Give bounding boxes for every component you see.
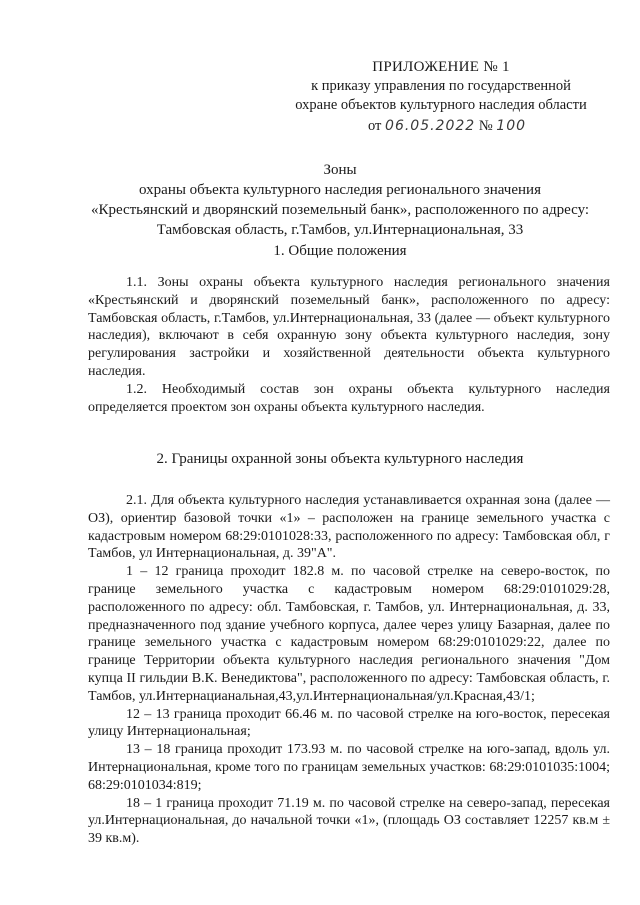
handwritten-number: 100: [496, 118, 527, 134]
paragraph-2-2: 1 – 12 граница проходит 182.8 м. по часовой стрелке на северо-восток, по границе земельного участка с кадастровым номером 68:29:0101029:28, расположенного по адресу: обл. Тамбовская, г. Тамбов, ул. Интернациональная, д. 33, предназначенного под здание учебного корпуса, далее через улицу Базарная, далее по границе земельного участка с кадастровым номером 68:29:0101029:22, далее по границе Территории объекта культурного наследия регионального значения "Дом купца II гильдии В.К. Венедиктова", расположенного по адресу: Тамбовская область, г. Тамбов, ул.Интернацианальная,43,ул.Интернациональная/ул.Красная,43/1;: [88, 564, 610, 704]
handwritten-date: 06.05.2022: [385, 118, 476, 134]
document-title: [60, 160, 620, 240]
title-line-3: «Крестьянский и дворянский поземельный банк», расположенного по адресу:: [90, 202, 590, 218]
paragraph-1-1: 1.1. Зоны охраны объекта культурного наследия регионального значения «Крестьянский и дворянский поземельный банк», расположенного по адресу: Тамбовская область, г.Тамбов, ул.Интернациональная, 33 (далее — объект культурного наследия), включают в себя охранную зону объекта культурного наследия, зону регулирования застройки и хозяйственной деятельности объекта культурного наследия.: [88, 275, 610, 379]
appendix-line-2: охране объектов культурного наследия области: [295, 97, 587, 113]
paragraph-2-3: 12 – 13 граница проходит 66.46 м. по часовой стрелке на юго-восток, пересекая улицу Интернациональная;: [88, 706, 610, 740]
section-1-heading: 1. Общие положения: [273, 243, 407, 259]
appendix-date-line: [276, 117, 606, 136]
paragraph-2-1: 2.1. Для объекта культурного наследия устанавливается охранная зона (далее — ОЗ), ориентир базовой точки «1» – расположен на границе земельного участка с кадастровым номером 68:29:0101028:33, расположенного по адресу: Тамбовская обл, г Тамбов, ул Интернациональная, д. 39"А".: [88, 493, 610, 562]
appendix-heading: ПРИЛОЖЕНИЕ № 1: [372, 59, 510, 75]
paragraph-2-4: 13 – 18 граница проходит 173.93 м. по часовой стрелке на юго-запад, вдоль ул. Интернациональная, кроме того по границам земельных участков: 68:29:0101035:1004; 68:29:0101034:819;: [88, 742, 610, 793]
appendix-header: [276, 58, 606, 136]
title-line-2: охраны объекта культурного наследия регионального значения: [139, 182, 541, 198]
title-line-4: Тамбовская область, г.Тамбов, ул.Интернациональная, 33: [156, 222, 524, 238]
date-prefix: от: [368, 118, 382, 134]
appendix-line-1: к приказу управления по государственной: [311, 78, 571, 94]
section-1-text: [88, 274, 610, 416]
paragraph-1-2: 1.2. Необходимый состав зон охраны объекта культурного наследия определяется проектом зон охраны объекта культурного наследия.: [88, 381, 610, 415]
title-line-1: Зоны: [323, 162, 357, 178]
section-2-text: [88, 492, 610, 848]
section-2-heading: 2. Границы охранной зоны объекта культурного наследия: [156, 451, 524, 467]
paragraph-2-5: 18 – 1 граница проходит 71.19 м. по часовой стрелке на северо-запад, пересекая ул.Интернациональная, до начальной точки «1», (площадь ОЗ составляет 12257 кв.м ± 39 кв.м).: [88, 795, 610, 847]
number-prefix: №: [478, 118, 493, 134]
